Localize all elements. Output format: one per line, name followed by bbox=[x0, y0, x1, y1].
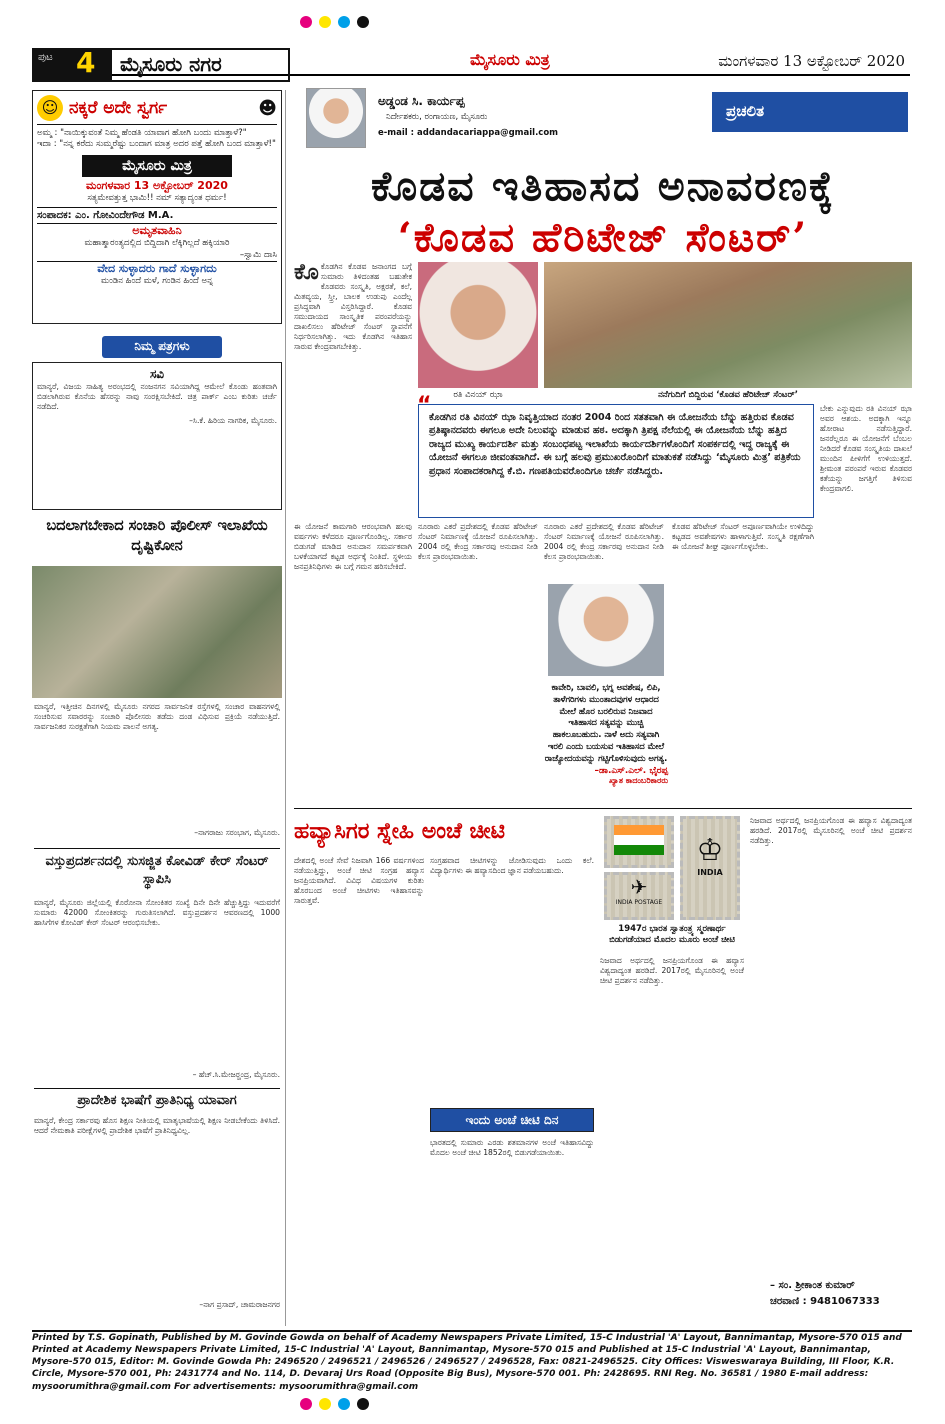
stamp-postage-label: INDIA POSTAGE bbox=[615, 899, 663, 906]
column-tag bbox=[712, 92, 908, 132]
author-photo bbox=[306, 88, 366, 148]
veda-title: ವೇದ ಸುಳ್ಳಾದರು ಗಾದೆ ಸುಳ್ಳಾಗದು bbox=[37, 261, 277, 276]
brand-name: ಮೈಸೂರು ಮಿತ್ರ bbox=[470, 50, 550, 69]
side-quote bbox=[544, 682, 668, 786]
headline-line2: ‘ಕೊಡವ ಹೆರಿಟೇಜ್ ಸೆಂಟರ್’ bbox=[397, 214, 809, 261]
paper-motto: ಸತ್ಯಮೇವತ್ತುತ್ತ ಭಾಮಿ!! ನಮ್ ಸತ್ಯಾದ್ಯಂತ ಧರ್ಮ! bbox=[87, 192, 227, 203]
traffic-title: ಬದಲಾಗಬೇಕಾದ ಸಂಚಾರಿ ಪೊಲೀಸ್ ಇಲಾಖೆಯ ದೃಷ್ಟಿಕೋನ bbox=[46, 517, 268, 554]
page-number: 4 bbox=[76, 46, 96, 79]
article-col4: ಕೊಡವ ಹೆರಿಟೇಜ್ ಸೆಂಟರ್ ಅಪೂರ್ಣವಾಗಿಯೇ ಉಳಿದಿದ್ದು ಕಟ್ಟಡದ ಅವಶೇಷಗಳು ಹಾಳಾಗುತ್ತಿವೆ. ಸಂಸ್ಕೃತಿ ರಕ್ಷಣೆಗಾಗಿ ಈ ಯೋಜನೆ ಶೀಘ್ರ ಪೂರ್ಣಗೊಳ್ಳಬೇಕು. bbox=[672, 522, 814, 552]
dateline: ಮಂಗಳವಾರ 13 ಅಕ್ಟೋಬರ್ 2020 bbox=[718, 52, 905, 70]
joke-title: ನಕ್ಕರೆ ಅದೇ ಸ್ವರ್ಗ bbox=[69, 98, 168, 118]
reg-dot bbox=[357, 16, 369, 28]
savi-author: –ಸಿ.ಕೆ. ಹಿರಿಯ ನಾಗರಿಕ, ಮೈಸೂರು. bbox=[189, 416, 277, 426]
heritage-center-photo bbox=[544, 262, 912, 388]
author-email: e-mail : addandacariappa@gmail.com bbox=[378, 128, 559, 138]
left-column bbox=[32, 90, 286, 1326]
letters-title: ನಿಮ್ಮ ಪತ್ರಗಳು bbox=[134, 339, 190, 353]
side-quote-text: ಕಾವೇರಿ, ಬಾವಲಿ, ಭಗ್ನ ಅವಶೇಷ, ಲಿಪಿ, ತಾಳೆಗರಿಗಳು ಮುಂತಾದವುಗಳ ಆಧಾರದ ಮೇಲೆ ಹೊರ ಬರಲಿರುವ ನಿಜವಾದ ಇತಿಹಾಸದ ಸತ್ಯವನ್ನು ಮುಚ್ಚಿ ಹಾಕಲೂಬಹುದು. ನಾಳೆ ಅದು ಸತ್ಯವಾಗಿ ಇರಲಿ ಎಂದು ಬಯಸುವ ಇತಿಹಾಸದ ಮೇಲೆ ರಾಜ್ಯೋದಯವನ್ನು ಗಟ್ಟಿಗೊಳಿಸುವುದು ಅಗತ್ಯ. bbox=[544, 682, 668, 763]
paper-name-banner: ಮೈಸೂರು ಮಿತ್ರ bbox=[82, 155, 232, 177]
stamp-body-3: ಭಾರತದಲ್ಲಿ ಸುಮಾರು ಎರಡು ಶತಮಾನಗಳ ಅಂಚೆ ಇತಿಹಾಸವಿದ್ದು ಮೊದಲ ಅಂಚೆ ಚೀಟಿ 1852ರಲ್ಲಿ ಬಿಡುಗಡೆಯಾಯಿತು. bbox=[430, 1138, 594, 1158]
article-col1 bbox=[294, 262, 412, 518]
airplane-stamp bbox=[604, 872, 674, 920]
stamp-article-rule bbox=[294, 808, 912, 809]
registration-marks-top bbox=[300, 16, 369, 28]
photo2-caption: ನನೆಗುದಿಗೆ ಬಿದ್ದಿರುವ ‘ಕೊಡವ ಹೆರಿಟೇಜ್ ಸೆಂಟರ್’ bbox=[658, 390, 798, 400]
article-col3: ನೂರಾರು ಎಕರೆ ಪ್ರದೇಶದಲ್ಲಿ ಕೊಡವ ಹೆರಿಟೇಜ್ ಸೆಂಟರ್ ನಿರ್ಮಾಣಕ್ಕೆ ಯೋಜನೆ ರೂಪಿಸಲಾಗಿತ್ತು. 2004 ರಲ್ಲಿ ಕೇಂದ್ರ ಸರ್ಕಾರವು ಅನುದಾನ ನೀಡಿ ಕೆಲಸ ಪ್ರಾರಂಭವಾಯಿತು. bbox=[544, 522, 664, 562]
stamp-article bbox=[294, 812, 912, 1328]
article-right-col: ಬೇಕು ಎನ್ನುವುದು ರತಿ ವಿನಯ್ ಝಾ ಅವರ ಆಶಯ. ಅದಕ್ಕಾಗಿ ಇನ್ನೂ ಹೋರಾಟ ನಡೆಸುತ್ತಿದ್ದಾರೆ. ಜನರೆಲ್ಲರೂ ಈ ಯೋಜನೆಗೆ ಬೆಂಬಲ ನೀಡಿದರೆ ಕೊಡವ ಸಂಸ್ಕೃತಿಯ ದಾಖಲೆ ಮುಂದಿನ ಪೀಳಿಗೆಗೆ ಉಳಿಯುತ್ತದೆ. ಶ್ರೀಮಂತ ಪರಂಪರೆ ಇರುವ ಕೊಡವರ ಕತೆಯನ್ನು ಜಗತ್ತಿಗೆ ತಿಳಿಸುವ ಕೇಂದ್ರವಾಗಲಿ. bbox=[820, 404, 912, 494]
covid-text: ಮಾನ್ಯರೆ, ಮೈಸೂರು ಜಿಲ್ಲೆಯಲ್ಲಿ ಕೊರೋನಾ ಸೋಂಕಿತರ ಸಂಖ್ಯೆ ದಿನೇ ದಿನೇ ಹೆಚ್ಚುತ್ತಿದ್ದು ಇದುವರೆಗೆ ಸುಮಾರು 42000 ಸೋಂಕಿತರನ್ನು ಗುರುತಿಸಲಾಗಿದೆ. ವಸ್ತುಪ್ರದರ್ಶನ ಆವರಣದಲ್ಲಿ 1000 ಹಾಸಿಗೆಗಳ ಕೋವಿಡ್ ಕೇರ್ ಸೆಂಟರ್ ಆರಂಭಿಸಬೇಕು. bbox=[34, 898, 280, 928]
post-day-label: ಇಂದು ಅಂಚೆ ಚೀಟಿ ದಿನ bbox=[465, 1113, 559, 1127]
language-text: ಮಾನ್ಯರೆ, ಕೇಂದ್ರ ಸರ್ಕಾರವು ಹೊಸ ಶಿಕ್ಷಣ ನೀತಿಯಲ್ಲಿ ಮಾತೃಭಾಷೆಯಲ್ಲಿ ಶಿಕ್ಷಣ ನೀಡಬೇಕೆಂದು ತಿಳಿಸಿದೆ. ಆದರೆ ನೇಮಕಾತಿ ಪರೀಕ್ಷೆಗಳಲ್ಲಿ ಪ್ರಾದೇಶಿಕ ಭಾಷೆಗೆ ಪ್ರಾತಿನಿಧ್ಯವಿಲ್ಲ. bbox=[34, 1116, 280, 1136]
stamp-body-5: ನಿಜವಾದ ಅರ್ಥದಲ್ಲಿ ಜನಪ್ರಿಯಗೊಂಡ ಈ ಹವ್ಯಾಸ ವಿಶ್ವದಾದ್ಯಂತ ಹರಡಿದೆ. 2017ರಲ್ಲಿ ಮೈಸೂರಿನಲ್ಲಿ ಅಂಚೆ ಚೀಟಿ ಪ್ರದರ್ಶನ ನಡೆದಿತ್ತು. bbox=[750, 816, 912, 846]
cartoon-icon: ☻ bbox=[258, 97, 277, 119]
article-col1-text: ಕೊಡಗಿನ ಕೊಡವ ಜನಾಂಗದ ಬಗ್ಗೆ ಸುಮಾರು ತಿಳಿದಂತಹ ಬಹುತೇಕ ಕೊಡವರು ಸಂಸ್ಕೃತಿ, ಅಕ್ಷರತೆ, ಕಲೆ, ಮಿತವ್ಯಯ, ಸ್ತ್ರೀ, ಬಾಲಕ ಉಡುಪು ಎಂದೆಲ್ಲ ಪ್ರಸಿದ್ಧವಾಗಿ ವಿಸ್ತರಿಸಿದ್ದಾರೆ. ಕೊಡವ ಸಮುದಾಯದ ಸಾಂಸ್ಕೃತಿಕ ಪರಂಪರೆಯನ್ನು ದಾಖಲಿಸಲು ಹೆರಿಟೇಜ್ ಸೆಂಟರ್ ಸ್ಥಾಪನೆಗೆ ನಿರ್ಧರಿಸಲಾಗಿತ್ತು. ಇದು ಕೊಡಗಿನ ಇತಿಹಾಸ ಸಾರುವ ಕೇಂದ್ರವಾಗಬೇಕಿತ್ತು. bbox=[294, 262, 412, 352]
flag-stamp bbox=[604, 816, 674, 868]
covid-title: ವಸ್ತುಪ್ರದರ್ಶನದಲ್ಲಿ ಸುಸಜ್ಜಿತ ಕೋವಿಡ್ ಕೇರ್ ಸೆಂಟರ್ ಸ್ಥಾಪಿಸಿ bbox=[34, 848, 280, 888]
india-flag-icon bbox=[614, 825, 664, 855]
stamp-author: – ಸಂ. ಶ್ರೀಕಾಂತ ಕುಮಾರ್ bbox=[770, 1280, 855, 1291]
amrita-author: –ಸ್ವಾಮಿ ದಾಸಿ bbox=[239, 249, 277, 260]
covid-author: – ಹೆಚ್.ಸಿ.ಮೇಜರ್‍ಚಂದ್ರ, ಮೈಸೂರು. bbox=[192, 1070, 280, 1079]
stamp-body-4: ನಿಜವಾದ ಅರ್ಥದಲ್ಲಿ ಜನಪ್ರಿಯಗೊಂಡ ಈ ಹವ್ಯಾಸ ವಿಶ್ವದಾದ್ಯಂತ ಹರಡಿದೆ. 2017ರಲ್ಲಿ ಮೈಸೂರಿನಲ್ಲಿ ಅಂಚೆ ಚೀಟಿ ಪ್ರದರ್ಶನ ನಡೆದಿತ್ತು. bbox=[600, 956, 744, 986]
page-number-box bbox=[32, 48, 110, 82]
stamp-author-phone: ಚರವಾಣಿ : 9481067333 bbox=[770, 1296, 880, 1307]
airplane-icon: ✈ bbox=[630, 875, 648, 899]
article-col2: ನೂರಾರು ಎಕರೆ ಪ್ರದೇಶದಲ್ಲಿ ಕೊಡವ ಹೆರಿಟೇಜ್ ಸೆಂಟರ್ ನಿರ್ಮಾಣಕ್ಕೆ ಯೋಜನೆ ರೂಪಿಸಲಾಗಿತ್ತು. 2004 ರಲ್ಲಿ ಕೇಂದ್ರ ಸರ್ಕಾರವು ಅನುದಾನ ನೀಡಿ ಕೆಲಸ ಪ್ರಾರಂಭವಾಯಿತು. bbox=[418, 522, 538, 562]
reg-dot bbox=[338, 1398, 350, 1410]
joke-header bbox=[37, 95, 277, 125]
savi-letter bbox=[32, 362, 282, 510]
savi-text: ಮಾನ್ಯರೆ, ವಿಜಯ ಸಾಹಿತ್ಯ ಅರಂಭದಲ್ಲಿ ನಂಜನಗನ ಸವಿಯಾಗಿದ್ದ ಆಮೇಲೆ ಕೊಂಡು ಹಂತವಾಗಿ ಬಿಡಲಾಗಿರುವ ಕೊನೆಯ ಹೆಸರನ್ನು ನಾವು ಸಂರಕ್ಷಿಸಬೇಕಿದೆ. ಚಿತ್ರ ಪಾರ್ಕ್ ಎಂಬ ಕುರಿತು ಚರ್ಚೆ ನಡೆದಿದೆ. bbox=[37, 382, 277, 412]
savi-title: ಸವಿ bbox=[149, 367, 165, 381]
editor-line: ಸಂಪಾದಕ: ಎಂ. ಗೋವಿಂದೇಗೌಡ M.A. bbox=[37, 207, 277, 221]
headline-line1: ಕೊಡವ ಇತಿಹಾಸದ ಅನಾವರಣಕ್ಕೆ bbox=[370, 162, 836, 210]
reg-dot bbox=[319, 1398, 331, 1410]
reg-dot bbox=[300, 1398, 312, 1410]
stamp-caption: 1947ರ ಭಾರತ ಸ್ವಾತಂತ್ರ್ಯ ಸ್ಮರಣಾರ್ಥ ಬಿಡುಗಡೆಯಾದ ಮೊದಲ ಮೂರು ಅಂಚೆ ಚೀಟಿ bbox=[609, 924, 735, 946]
traffic-author: –ನಾಗರಾಜು ಸರಂಭಾಗ, ಮೈಸೂರು. bbox=[194, 828, 280, 837]
reg-dot bbox=[319, 16, 331, 28]
traffic-police-photo bbox=[32, 566, 282, 698]
reg-dot bbox=[338, 16, 350, 28]
quote-open-icon: “ bbox=[417, 393, 432, 418]
section-title: ಮೈಸೂರು ನಗರ bbox=[110, 48, 290, 82]
registration-marks-bottom bbox=[300, 1398, 369, 1410]
byrappa-photo bbox=[548, 584, 664, 676]
column-tag-label: ಪ್ರಚಲಿತ bbox=[726, 102, 765, 120]
stamp-country-label: INDIA bbox=[697, 868, 723, 877]
emblem-stamp bbox=[680, 816, 740, 920]
rati-vinay-jha-photo bbox=[418, 262, 538, 388]
letters-header bbox=[102, 336, 222, 358]
main-article bbox=[294, 86, 912, 800]
language-title: ಪ್ರಾದೇಶಿಕ ಭಾಷೆಗೆ ಪ್ರಾತಿನಿಧ್ಯ ಯಾವಾಗ bbox=[34, 1088, 280, 1108]
joke-line: ಅಮ್ಮ : "ನಾಯಿಕ್ಕುವಂತೆ ನಿಮ್ಮ ಹೆಂಡತಿ ಯಾವಾಗ ಹೋಗಿ ಬಂದು ಮಾತ್ತಾಳೆ?" bbox=[37, 128, 247, 138]
stamp-body-2: ಸಂಗ್ರಹವಾದ ಚೀಟಿಗಳನ್ನು ಜೋಡಿಸುವುದು ಒಂದು ಕಲೆ. ವಿದ್ಯಾರ್ಥಿಗಳು ಈ ಹವ್ಯಾಸದಿಂದ ಜ್ಞಾನ ಪಡೆಯಬಹುದು. bbox=[430, 856, 594, 876]
traffic-text: ಮಾನ್ಯರೆ, ಇತ್ತೀಚಿನ ದಿನಗಳಲ್ಲಿ ಮೈಸೂರು ನಗರದ ಸಾರ್ವಜನಿಕ ರಸ್ತೆಗಳಲ್ಲಿ ಸಂಚಾರ ವಾಹನಗಳಲ್ಲಿ ಸಂಚರಿಸುವ ಸವಾರರನ್ನು ಸಂಚಾರಿ ಪೊಲೀಸರು ತಡೆದು ದಂಡ ವಿಧಿಸುವ ಪ್ರಕ್ರಿಯೆ ನಡೆಯುತ್ತಿದೆ. ಸಾರ್ವಜನಿಕರ ಸುರಕ್ಷತೆಗಾಗಿ ನಿಯಮ ಪಾಲನೆ ಅಗತ್ಯ. bbox=[34, 702, 280, 732]
pullquote-text: ಕೊಡಗಿನ ರತಿ ವಿನಯ್ ಝಾ ನಿವೃತ್ತಿಯಾದ ನಂತರ 2004 ರಿಂದ ಸತತವಾಗಿ ಈ ಯೋಜನೆಯ ಬೆನ್ನು ಹತ್ತಿರುವ ಕೊಡವ ಪ್ರತಿಷ್ಠಾನದವರು ಈಗಲೂ ಅದೇ ನಿಲುವನ್ನು ಮಾಡುವ ಹಠ. ಅದಕ್ಕಾಗಿ ತ್ರಿಪಕ್ಷ ನೆಲೆಯಲ್ಲಿ ಈ ಯೋಜನೆಯ ಬೆನ್ನು ಹತ್ತಿದ ರಾಜ್ಯದ ಮುಖ್ಯ ಕಾರ್ಯದರ್ಶಿ ಮತ್ತು ಸಂಬಂಧಪಟ್ಟ ಇಲಾಖೆಯ ಕಾರ್ಯದರ್ಶಿಗಳೊಂದಿಗೆ ಸಂಪರ್ಕದಲ್ಲಿ ಇದ್ದ ರಾಜ್ಯಕ್ಕೆ ಈ ಯೋಜನೆ ಈಗಲೂ ಜೀವಂತವಾಗಿದೆ. ಈ ಬಗ್ಗೆ ಹಲವು ಪ್ರಮುಖರೊಂದಿಗೆ ಮಾತುಕತೆ ನಡೆಸಿದ್ದು ‘ಮೈಸೂರು ಮಿತ್ರ’ ಪತ್ರಿಕೆಯ ಪ್ರಧಾನ ಸಂಪಾದಕರಾಗಿದ್ದ ಕೆ.ಬಿ. ಗಣಪತಿಯವರೊಂದಿಗೂ ಚರ್ಚೆ ನಡೆಸಿದ್ದರು. bbox=[429, 412, 801, 477]
joke-box bbox=[32, 90, 282, 324]
reg-dot bbox=[300, 16, 312, 28]
laughing-face-icon: ☺ bbox=[37, 95, 63, 121]
lion-capital-icon: ♔ bbox=[696, 833, 724, 868]
page-label: ಪುಟ bbox=[38, 52, 53, 63]
side-quote-author: –ಡಾ.ಎಸ್.ಎಲ್. ಭೈರಪ್ಪ bbox=[594, 766, 668, 777]
reg-dot bbox=[357, 1398, 369, 1410]
imprint-footer: Printed by T.S. Gopinath, Published by M. Govinde Gowda on behalf of Academy Newspapers Private Limited, 15-C Industrial 'A' Layout, Bannimantap, Mysore-570 015 and Printed at Academy Newspapers Private Limited, 15-C Industrial 'A' Layout, Bannimantap, Mysore-570 015 and Published at 15-C Industrial 'A' Layout, Bannimantap, Mysore-570 015, Editor: M. Govinde Gowda Ph: 2496520 / 2496521 / 2496526 / 2496527 / 2496528, Fax: 0821-2496525. City Offices: Visweswaraya Building, III Floor, K.R. Circle, Mysore-570 001, Ph: 2431774 and No. 114, D. Devaraj Urs Road (Opposite Big Bus), Mysore-570 001. Ph: 2428695. RNI Reg. No. 36581 / 1980 E-mail address: mysoorumithra@gmail.com For advertisements: mysoorumithra@gmail.com bbox=[32, 1330, 912, 1382]
stamp-headline: ಹವ್ಯಾಸಿಗರ ಸ್ನೇಹಿ ಅಂಚೆ ಚೀಟಿ bbox=[294, 818, 505, 844]
post-day-tag bbox=[430, 1108, 594, 1132]
amrita-title: ಅಮೃತವಾಹಿನಿ bbox=[37, 223, 277, 238]
joke-line: ಇದಾ : "ನನ್ನ ಕರೆದು ಸುಮ್ಮರೆಷ್ಟು ಬಂದಾಗ ಮಾತ್ರ ಅದರ ಪತ್ತೆ ಹೋಗಿ ಬಂದ ಮಾತ್ತಾಳೆ!" bbox=[37, 139, 276, 150]
side-quote-author-role: ಖ್ಯಾತ ಕಾದಂಬರಿಕಾರರು bbox=[609, 776, 668, 786]
article-col1-cont: ಈ ಯೋಜನೆ ಕಾಮಗಾರಿ ಆರಂಭವಾಗಿ ಹಲವು ವರ್ಷಗಳು ಕಳೆದರೂ ಪೂರ್ಣಗೊಂಡಿಲ್ಲ. ಸರ್ಕಾರ ಬಿಡುಗಡೆ ಮಾಡಿದ ಅನುದಾನ ಸಮರ್ಪಕವಾಗಿ ಬಳಕೆಯಾಗದೆ ಕಟ್ಟಡ ಅರ್ಧಕ್ಕೆ ನಿಂತಿದೆ. ಸ್ಥಳೀಯ ಜನಪ್ರತಿನಿಧಿಗಳು ಈ ಬಗ್ಗೆ ಗಮನ ಹರಿಸಬೇಕಿದೆ. bbox=[294, 522, 412, 572]
stamp-body-1: ದೇಶದಲ್ಲಿ ಅಂಚೆ ಸೇವೆ ನಿಜವಾಗಿ 166 ವರ್ಷಗಳಿಂದ ನಡೆಯುತ್ತಿದ್ದು, ಅಂಚೆ ಚೀಟಿ ಸಂಗ್ರಹ ಹವ್ಯಾಸ ಜನಪ್ರಿಯವಾಗಿದೆ. ವಿವಿಧ ವಿಷಯಗಳ ಕುರಿತು ಹೊರಬಂದ ಅಂಚೆ ಚೀಟಿಗಳು ಇತಿಹಾಸವನ್ನು ಸಾರುತ್ತವೆ. bbox=[294, 856, 424, 906]
photo1-caption: ರತಿ ವಿನಯ್ ಝಾ bbox=[453, 390, 503, 400]
paper-date: ಮಂಗಳವಾರ 13 ಅಕ್ಟೋಬರ್ 2020 bbox=[86, 178, 228, 192]
author-name: ಅಡ್ಡಂಡ ಸಿ. ಕಾರ್ಯಪ್ಪ bbox=[378, 94, 465, 108]
amrita-text: ಮಹಾತ್ಮಾರಂತ್ಯದಲ್ಲಿದ ಬಿದ್ದಿದಾಗಿ ಲೆಕ್ಕಿಗಿಲ್ಲದೆ ಹಕ್ಕಿಯಾರಿ bbox=[84, 238, 230, 249]
author-role: ನಿರ್ದೇಶಕರು, ರಂಗಾಯಣ, ಮೈಸೂರು bbox=[386, 112, 488, 122]
language-author: –ನಾಗ ಪ್ರಸಾದ್, ಚಾಮರಾಜನಗರ bbox=[199, 1300, 280, 1309]
drop-cap: ಕೊ bbox=[294, 262, 319, 285]
veda-text: ಮಂಡಿನ ಹಿಂದೆ ಮಳೆ, ಗಂಡಿನ ಹಿಂದೆ ಅನ್ನ bbox=[101, 276, 213, 287]
